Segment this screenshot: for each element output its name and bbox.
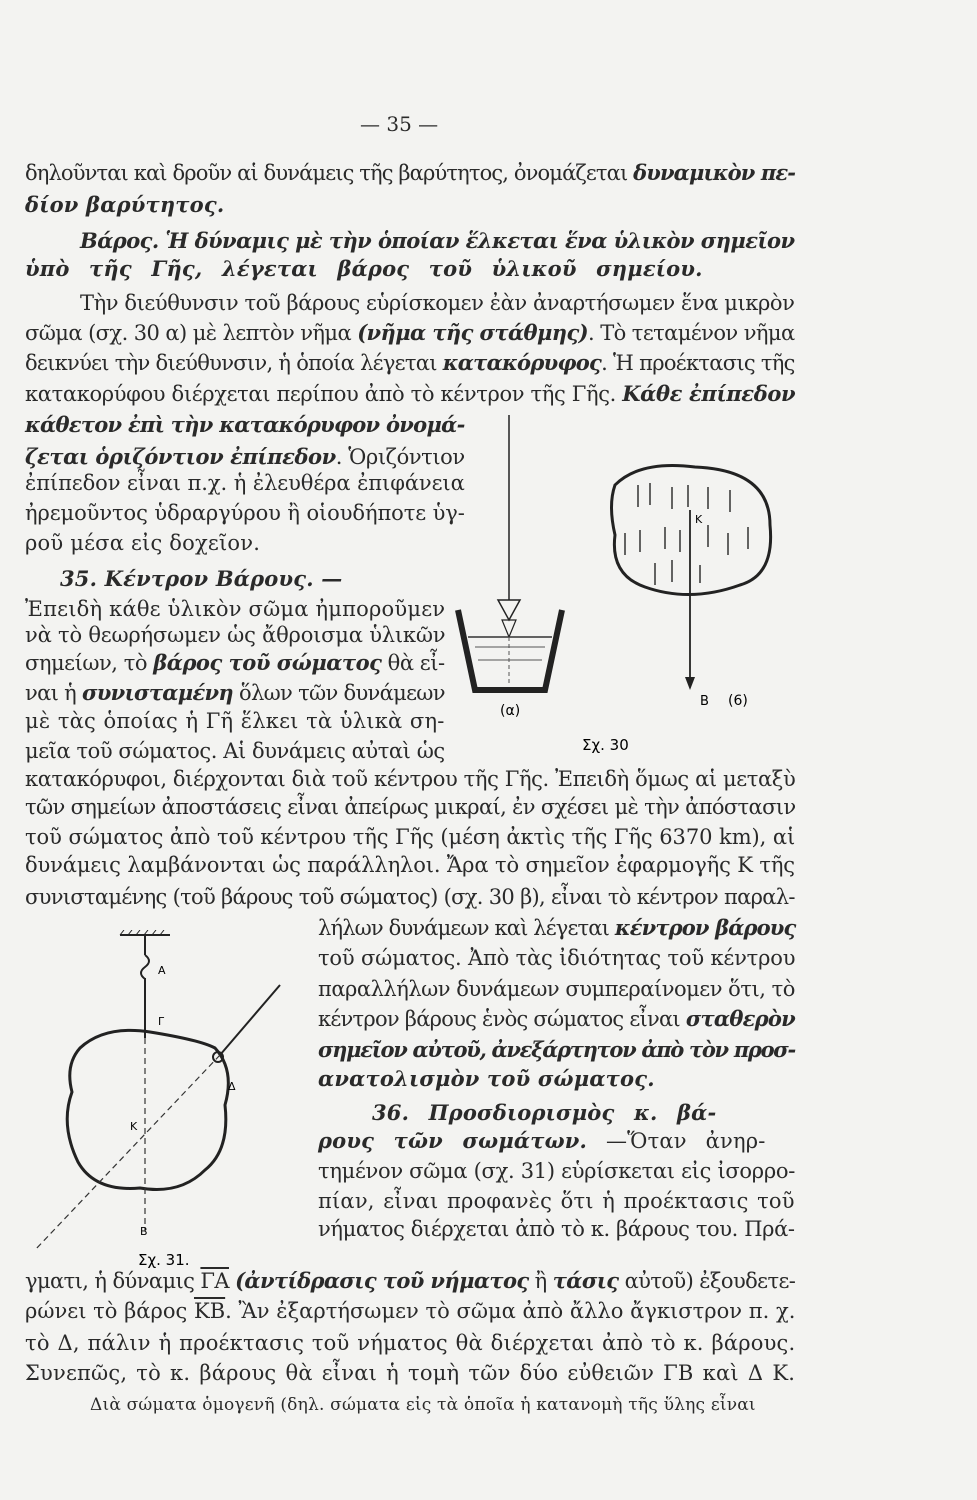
body-text: . Ἂν ἐξαρτήσωμεν τὸ σῶμα ἀπὸ ἄλλο ἄγκιστρον π. χ. [225, 1299, 796, 1323]
fig31-point-d: Δ [228, 1080, 236, 1093]
fig31-point-b: B [140, 1225, 148, 1238]
body-text: λήλων δυνάμεων καὶ λέγεται [318, 916, 615, 940]
text-line [318, 1037, 795, 1063]
body-text: τοῦ σώματος ἀπὸ τοῦ κέντρου τῆς Γῆς (μέση ἀκτὶς τῆς Γῆς 6370 km), αἱ [25, 825, 796, 849]
emphasis-text: ζεται ὁριζόντιον ἐπίπεδον [25, 444, 336, 469]
text-line [318, 1158, 795, 1184]
fig31-point-k: K [130, 1120, 138, 1133]
emphasis-text: 36. Προσδιορισμὸς κ. βά- [372, 1100, 717, 1125]
fig30-label-a: (α) [500, 703, 521, 719]
text-line [318, 976, 795, 1002]
text-line [25, 320, 795, 346]
emphasis-text: κέντρον βάρους [614, 915, 796, 940]
text-line [25, 1298, 795, 1324]
fig30-label-b: (6) [728, 693, 748, 709]
body-text: σῶμα (σχ. 30 α) μὲ λεπτὸν νῆμα [25, 321, 358, 345]
text-line [25, 1360, 795, 1386]
text-line [25, 824, 795, 850]
text-line [80, 228, 795, 254]
text-line [318, 1128, 766, 1154]
emphasis-text: (νῆμα τῆς στάθμης) [357, 320, 589, 345]
emphasis-text: τάσις [552, 1268, 619, 1293]
text-line [60, 566, 342, 592]
body-text: ὅλων τῶν δυνάμεων [233, 681, 445, 705]
text-line [25, 650, 445, 676]
emphasis-text: (ἀντίδρασις τοῦ νήματος [235, 1268, 529, 1293]
body-text: ροῦ μέσα εἰς δοχεῖον. [25, 531, 261, 555]
emphasis-text: κατακόρυφος [442, 350, 602, 375]
text-line [25, 596, 445, 622]
fig30-point-k: K [695, 513, 703, 526]
fig31-caption: Σχ. 31. [138, 1251, 190, 1269]
body-text: ναι ἡ [25, 681, 82, 705]
figure-30 [440, 415, 780, 775]
body-text: κατακορύφου διέρχεται περίπου ἀπὸ τὸ κέντρον τῆς Γῆς. [25, 382, 623, 406]
body-text: μεῖα τοῦ σώματος. Αἱ δυνάμεις αὐταὶ ὡς [25, 739, 445, 763]
body-text: αὐτοῦ) ἐξουδετε- [618, 1269, 796, 1293]
text-line [25, 708, 445, 734]
emphasis-text: συνισταμένη [82, 680, 233, 705]
text-line [25, 444, 465, 470]
text-line [25, 1330, 795, 1356]
body-text: παραλλήλων δυνάμεων συμπεραίνομεν ὅτι, τὸ [318, 977, 795, 1001]
text-line [318, 1066, 655, 1092]
body-text: . Τὸ τεταμένον νῆμα [588, 321, 795, 345]
body-text: συνισταμένης (τοῦ βάρους τοῦ σώματος) (σχ. 30 β), εἶναι τὸ κέντρον παραλ- [25, 885, 795, 909]
body-text: θὰ εἶ- [381, 651, 445, 675]
body-text: νήματος διέρχεται ἀπὸ τὸ κ. βάρους του. Πρά- [318, 1217, 795, 1241]
emphasis-text: δίον βαρύτητος. [25, 192, 225, 217]
text-line [318, 1006, 795, 1032]
text-line [25, 622, 445, 648]
text-line [318, 915, 795, 941]
text-line [80, 290, 795, 316]
body-text: $\overline{\Gamma A}$ [200, 1269, 229, 1293]
text-line [372, 1100, 716, 1126]
body-text: δηλοῦνται καὶ δροῦν αἱ δυνάμεις τῆς βαρύτητος, ὀνομάζεται [25, 161, 634, 185]
body-text: Συνεπῶς, τὸ κ. βάρους θὰ εἶναι ἡ τομὴ τῶν δύο εὐθειῶν ΓΒ καὶ Δ K. [25, 1361, 796, 1385]
text-line [25, 500, 465, 526]
fig31-point-g: Γ [158, 1015, 165, 1028]
emphasis-text: ανατολισμὸν τοῦ σώματος. [318, 1066, 655, 1091]
body-text: ἠρεμοῦντος ὑδραργύρου ἢ οἱουδήποτε ὑγ- [25, 501, 465, 525]
body-text: δυνάμεις λαμβάνονται ὡς παράλληλοι. Ἄρα τὸ σημεῖον ἐφαρμογῆς K τῆς [25, 853, 795, 877]
text-line [25, 192, 224, 218]
text-line [25, 794, 795, 820]
body-text: δεικνύει τὴν διεύθυνσιν, ἡ ὁποία λέγεται [25, 351, 443, 375]
text-line [318, 1216, 795, 1242]
text-line [25, 470, 465, 496]
emphasis-text: Βάρος. Ἡ δύναμις μὲ τὴν ὁποίαν ἕλκεται ἕνα ὑλικὸν σημεῖον [80, 228, 795, 253]
body-text: νὰ τὸ θεωρήσωμεν ὡς ἄθροισμα ὑλικῶν [25, 623, 446, 647]
body-text: τὸ Δ, πάλιν ἡ προέκτασις τοῦ νήματος θὰ διέρχεται ἀπὸ τὸ κ. βάρους. [25, 1331, 796, 1355]
emphasis-text: κάθετον ἐπὶ τὴν κατακόρυφον ὀνομά- [25, 412, 465, 437]
text-line [25, 530, 260, 556]
emphasis-text: ρους τῶν σωμάτων. [318, 1128, 588, 1153]
text-line [318, 1188, 795, 1214]
text-line [25, 680, 445, 706]
body-text: σημείων, τὸ [25, 651, 154, 675]
body-text: μὲ τὰς ὁποίας ἡ Γῆ ἕλκει τὰ ὑλικὰ ση- [25, 709, 445, 733]
text-line [318, 945, 795, 971]
body-text: πίαν, εἶναι προφανὲς ὅτι ἡ προέκτασις τοῦ [318, 1189, 795, 1213]
fig31-point-a: A [158, 964, 166, 977]
text-line [25, 884, 795, 910]
text-line [25, 852, 795, 878]
fig30-caption: Σχ. 30 [582, 736, 629, 754]
text-line [25, 350, 795, 376]
body-text: τῶν σημείων ἀποστάσεις εἶναι ἀπείρως μικραί, ἐν σχέσει μὲ τὴν ἀπόστασιν [25, 795, 796, 819]
body-text: κατακόρυφοι, διέρχονται διὰ τοῦ κέντρου τῆς Γῆς. Ἐπειδὴ ὅμως αἱ μεταξὺ [25, 767, 796, 791]
emphasis-text: σημεῖον αὐτοῦ, ἀνεξάρτητον ἀπὸ τὸν προσ- [318, 1037, 795, 1062]
emphasis-text: Κάθε ἐπίπεδον [622, 381, 796, 406]
text-line [25, 381, 795, 407]
body-text: τοῦ σώματος. Ἀπὸ τὰς ἰδιότητας τοῦ κέντρου [318, 946, 796, 970]
emphasis-text: ὑπὸ τῆς Γῆς, λέγεται βάρος τοῦ ὑλικοῦ σημείου. [25, 256, 703, 281]
fig30-point-b: B [700, 694, 709, 709]
body-text: ρώνει τὸ βάρος [25, 1299, 194, 1323]
text-line [25, 160, 795, 186]
body-text: —Ὅταν ἀνηρ- [587, 1129, 766, 1153]
text-line [25, 1268, 795, 1294]
body-text: . Ὁριζόντιον [335, 445, 465, 469]
text-line [25, 412, 465, 438]
emphasis-text: βάρος τοῦ σώματος [153, 650, 382, 675]
figure-31 [20, 930, 320, 1270]
body-text: ἐπίπεδον εἶναι π.χ. ἡ ἐλευθέρα ἐπιφάνεια [25, 471, 465, 495]
body-text: ἢ [528, 1269, 553, 1293]
text-line [25, 256, 703, 282]
page-number: — 35 — [360, 112, 439, 136]
body-text: Ἐπειδὴ κάθε ὑλικὸν σῶμα ἠμποροῦμεν [25, 597, 446, 621]
emphasis-text: σταθερὸν [685, 1006, 795, 1031]
body-text: γματι, ἡ δύναμις [25, 1269, 201, 1293]
text-line [90, 1392, 756, 1418]
body-text: Διὰ σώματα ὁμογενῆ (δηλ. σώματα εἰς τὰ ὁποῖα ἡ κατανομὴ τῆς ὕλης εἶναι [90, 1395, 756, 1415]
body-text: τημένον σῶμα (σχ. 31) εὑρίσκεται εἰς ἰσορρο- [318, 1159, 795, 1183]
body-text: Τὴν διεύθυνσιν τοῦ βάρους εὑρίσκομεν ἐὰν ἀναρτήσωμεν ἕνα μικρὸν [80, 291, 795, 315]
body-text: $\overline{KB}$ [193, 1299, 226, 1323]
emphasis-text: δυναμικὸν πε- [633, 160, 796, 185]
emphasis-text: 35. Κέντρον Βάρους. — [60, 566, 343, 591]
body-text: κέντρον βάρους ἑνὸς σώματος εἶναι [318, 1007, 686, 1031]
body-text: . Ἡ προέκτασις τῆς [601, 351, 795, 375]
text-line [25, 738, 445, 764]
